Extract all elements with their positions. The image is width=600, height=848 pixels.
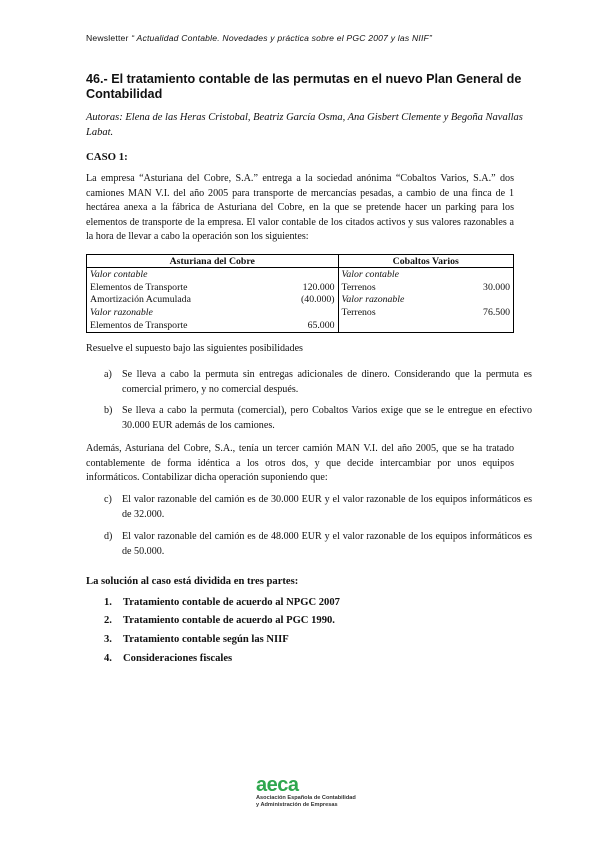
article-title: 46.- El tratamiento contable de las permutas en el nuevo Plan General de Contabilidad [86, 72, 522, 101]
table-cell [456, 268, 513, 281]
option-b [104, 404, 532, 434]
option-label: d) [104, 531, 113, 542]
part-number: 1. [104, 597, 112, 608]
option-d [104, 530, 532, 560]
table-row [87, 294, 514, 307]
case-intro-paragraph: La empresa “Asturiana del Cobre, S.A.” entrega a la sociedad anónima “Cobaltos Varios, S.A.” dos camiones MAN V.I. del año 2005 para transporte de mercancías pesadas, a cambio de una finca de 1 hectárea anexa a la fábrica de Asturiana del Cobre, en la que se pretende hacer un parking para los elementos de transporte de la empresa. El valor contable de los citados activos y sus valores razonables a la hora de llevar a cabo la operación son los siguientes: [86, 173, 514, 243]
table-header-row [87, 255, 514, 268]
table-cell [338, 319, 456, 332]
table-cell: 120.000 [270, 281, 338, 294]
table-cell: Valor contable [87, 268, 270, 281]
part-number: 3. [104, 634, 112, 645]
solution-intro: La solución al caso está dividida en tres partes: [86, 576, 299, 587]
table-cell: Valor razonable [87, 306, 270, 319]
option-a [104, 368, 532, 398]
part-number: 4. [104, 653, 112, 664]
table-row [87, 319, 514, 332]
aeca-logo [256, 775, 356, 809]
logo-wordmark: aeca [256, 774, 299, 796]
option-label: b) [104, 405, 113, 416]
table-cell: 65.000 [270, 319, 338, 332]
publication-name: “ Actualidad Contable. Novedades y práctica sobre el PGC 2007 y las NIIF” [131, 33, 433, 43]
option-c [104, 493, 532, 523]
table-cell: 76.500 [456, 306, 513, 319]
table-cell [456, 319, 513, 332]
option-text: El valor razonable del camión es de 30.000 EUR y el valor razonable de los equipos informáticos es de 32.000. [122, 494, 532, 520]
running-header [86, 33, 432, 43]
asturiana-header: Asturiana del Cobre [87, 255, 339, 268]
part-text: Tratamiento contable según las NIIF [123, 634, 289, 645]
option-label: a) [104, 369, 112, 380]
part-text: Consideraciones fiscales [123, 653, 233, 664]
option-text: Se lleva a cabo la permuta (comercial), pero Cobaltos Varios exige que se le entregue en efectivo 30.000 EUR además de los camiones. [122, 405, 532, 431]
part-number: 2. [104, 615, 112, 626]
table-cell: Terrenos [341, 307, 376, 319]
table-cell [456, 294, 513, 307]
table-cell: Elementos de Transporte [87, 281, 270, 294]
table-cell [270, 306, 338, 319]
option-label: c) [104, 494, 112, 505]
table-cell [270, 268, 338, 281]
table-cell: Valor contable [341, 268, 399, 280]
table-row [87, 268, 514, 281]
table-cell: Valor razonable [341, 294, 405, 306]
logo-tagline-2: y Administración de Empresas [256, 802, 338, 808]
table-row [87, 281, 514, 294]
article-authors: Autoras: Elena de las Heras Cristobal, Beatriz García Osma, Ana Gisbert Clemente y Begoña Navallas Labat. [86, 112, 523, 138]
logo-tagline-1: Asociación Española de Contabilidad [256, 795, 356, 801]
cobaltos-header: Cobaltos Varios [338, 255, 513, 268]
third-truck-paragraph: Además, Asturiana del Cobre, S.A., tenía un tercer camión MAN V.I. del año 2005, que se ha tratado contablemente de forma idéntica a los otros dos, y que decide intercambiar por unos equipos informáticos. Contabilizar dicha operación suponiendo que: [86, 443, 514, 484]
table-cell: 30.000 [456, 281, 513, 294]
values-table [86, 254, 514, 333]
option-text: El valor razonable del camión es de 48.000 EUR y el valor razonable de los equipos informáticos es de 50.000. [122, 531, 532, 557]
table-cell: Terrenos [341, 281, 376, 293]
resolve-instruction: Resuelve el supuesto bajo las siguientes posibilidades [86, 343, 303, 354]
table-row [87, 306, 514, 319]
case-heading: CASO 1: [86, 151, 128, 163]
table-cell: Elementos de Transporte [87, 319, 270, 332]
part-text: Tratamiento contable de acuerdo al PGC 1990. [123, 615, 335, 626]
table-cell: (40.000) [270, 294, 338, 307]
option-text: Se lleva a cabo la permuta sin entregas adicionales de dinero. Considerando que la permuta es comercial primero, y no comercial después. [122, 369, 532, 395]
part-text: Tratamiento contable de acuerdo al NPGC 2007 [123, 597, 340, 608]
newsletter-label: Newsletter [86, 33, 129, 43]
table-cell: Amortización Acumulada [87, 294, 270, 307]
